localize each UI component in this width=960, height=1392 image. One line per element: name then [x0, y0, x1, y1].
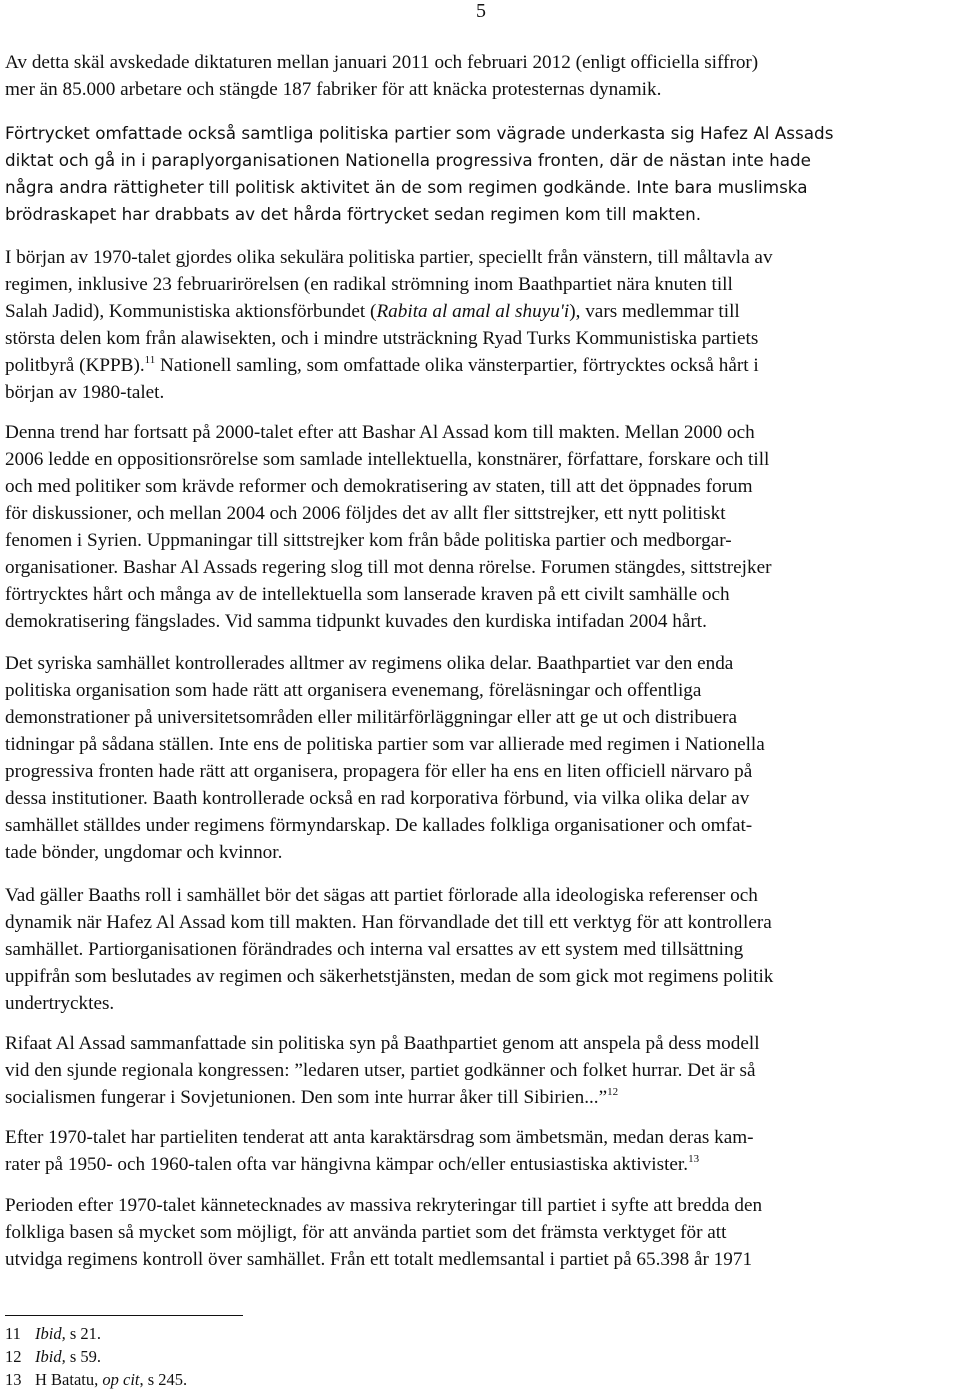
text-line: progressiva fronten hade rätt att organisera, propagera för eller ha ens en liten officiell närvaro på	[5, 761, 753, 782]
text-line: 2006 ledde en oppositionsrörelse som samlade intellektuella, konstnärer, författare, forskare och till	[5, 449, 770, 470]
text-line: demokratisering fängslades. Vid samma tidpunkt kuvades den kurdiska intifadan 2004 hårt.	[5, 611, 707, 632]
text-line: regimen, inklusive 23 februarirörelsen (en radikal strömning inom Baathpartiet nära knuten till	[5, 274, 733, 295]
paragraph	[5, 1192, 957, 1273]
text-line: diktat och gå in i paraplyorganisationen Nationella progressiva fronten, där de nästan inte hade	[5, 150, 811, 170]
text-line: Vad gäller Baaths roll i samhället bör det sägas att partiet förlorade alla ideologiska referenser och	[5, 885, 758, 906]
text-line: några andra rättigheter till politisk aktivitet än de som regimen godkände. Inte bara muslimska	[5, 177, 808, 197]
paragraph	[5, 49, 957, 103]
paragraph	[5, 419, 957, 635]
footnote-text: , s 245.	[139, 1370, 188, 1389]
text-line	[5, 1084, 957, 1111]
footnote-italic: Ibid,	[35, 1347, 66, 1366]
text-line	[5, 298, 957, 325]
italic-term: Rabita al amal al shuyu'i	[376, 301, 570, 322]
text-line: största delen kom från alawisekten, och i mindre utsträckning Ryad Turks Kommunistiska partiets	[5, 328, 759, 349]
text-line: organisationer. Bashar Al Assads regering slog till mot denna rörelse. Forumen stängdes, sittstrejker	[5, 557, 772, 578]
text-line: undertrycktes.	[5, 993, 115, 1014]
footnote-text: s 21.	[65, 1324, 102, 1343]
footnote-number: 13	[5, 1370, 22, 1389]
footnote-reference[interactable]: 11	[144, 354, 156, 366]
text-line: Rifaat Al Assad sammanfattade sin politiska syn på Baathpartiet genom att anspela på dess modell	[5, 1033, 760, 1054]
footnote-item	[5, 1322, 187, 1345]
paragraph	[5, 1124, 957, 1178]
text-line: Av detta skäl avskedade diktaturen mellan januari 2011 och februari 2012 (enligt officiella siffror)	[5, 52, 759, 73]
footnote-text: H Batatu,	[35, 1370, 103, 1389]
text-line: och med politiker som krävde reformer och demokratisering av staten, till att det öppnades forum	[5, 476, 753, 497]
footnote-item	[5, 1368, 187, 1391]
text-segment: ), vars medlemmar till	[569, 301, 740, 322]
footnote-number: 11	[5, 1324, 21, 1343]
text-line: Denna trend har fortsatt på 2000-talet efter att Bashar Al Assad kom till makten. Mellan 2000 och	[5, 422, 755, 443]
text-line: Perioden efter 1970-talet kännetecknades av massiva rekryteringar till partiet i syfte att bredda den	[5, 1195, 763, 1216]
paragraph	[5, 120, 957, 228]
text-segment: Nationell samling, som omfattade olika vänsterpartier, förtrycktes också hårt i	[155, 355, 759, 376]
text-line: för diskussioner, och mellan 2004 och 2006 följdes det av allt fler sittstrejker, ett nytt politiskt	[5, 503, 726, 524]
text-line: demonstrationer på universitetsområden eller militärförläggningar eller att ge ut och distribuera	[5, 707, 738, 728]
text-line: folkliga basen så mycket som möjligt, för att använda partiet som det främsta verktyget för att	[5, 1222, 727, 1243]
text-line: tade bönder, ungdomar och kvinnor.	[5, 842, 283, 863]
text-line: vid den sjunde regionala kongressen: ”ledaren utser, partiet godkänner och folket hurrar. Det är så	[5, 1060, 756, 1081]
paragraph	[5, 244, 957, 406]
text-line: förtrycktes hårt och många av de intellektuella som lanserade kraven på ett civilt samhälle och	[5, 584, 730, 605]
text-segment: socialismen fungerar i Sovjetunionen. Den som inte hurrar åker till Sibirien...”	[5, 1087, 608, 1108]
footnote-italic: Ibid,	[35, 1324, 66, 1343]
text-line: tidningar på sådana ställen. Inte ens de politiska partier som var allierade med regimen i Nationella	[5, 734, 765, 755]
text-line: Förtrycket omfattade också samtliga politiska partier som vägrade underkasta sig Hafez Al Assads	[5, 123, 834, 143]
text-line: början av 1980-talet.	[5, 382, 165, 403]
text-line: Det syriska samhället kontrollerades alltmer av regimens olika delar. Baathpartiet var den enda	[5, 653, 734, 674]
text-line	[5, 352, 957, 379]
text-line: dynamik när Hafez Al Assad kom till makten. Han förvandlade det till ett verktyg för att kontrollera	[5, 912, 772, 933]
text-line: Efter 1970-talet har partieliten tenderat att anta karaktärsdrag som ämbetsmän, medan deras kam-	[5, 1127, 754, 1148]
text-line: brödraskapet har drabbats av det hårda förtrycket sedan regimen kom till makten.	[5, 204, 702, 224]
paragraph	[5, 882, 957, 1017]
text-segment: rater på 1950- och 1960-talen ofta var hängivna kämpar och/eller entusiastiska aktivister.	[5, 1154, 689, 1175]
text-line	[5, 1151, 957, 1178]
page-number: 5	[476, 0, 486, 22]
text-line: politiska organisation som hade rätt att organisera evenemang, föreläsningar och offentliga	[5, 680, 702, 701]
footnote-reference[interactable]: 12	[607, 1086, 619, 1098]
text-line: utvidga regimens kontroll över samhället. Från ett totalt medlemsantal i partiet på 65.398 år 1971	[5, 1249, 753, 1270]
text-line: uppifrån som beslutades av regimen och säkerhetstjänsten, medan de som gick mot regimens politik	[5, 966, 774, 987]
footnote-number: 12	[5, 1347, 22, 1366]
paragraph	[5, 1030, 957, 1111]
paragraph	[5, 650, 957, 866]
text-line: mer än 85.000 arbetare och stängde 187 fabriker för att knäcka protesternas dynamik.	[5, 79, 662, 100]
text-line: I början av 1970-talet gjordes olika sekulära politiska partier, speciellt från vänstern, till måltavla av	[5, 247, 773, 268]
footnote-item	[5, 1345, 187, 1368]
text-segment: politbyrå (KPPB).	[5, 355, 145, 376]
text-line: dessa institutioner. Baath kontrollerade också en rad korporativa förbund, via vilka olika delar av	[5, 788, 750, 809]
text-line: fenomen i Syrien. Uppmaningar till sittstrejker kom från både politiska partier och medborgar-	[5, 530, 732, 551]
footnote-divider	[5, 1315, 243, 1316]
text-line: samhället. Partiorganisationen förändrades och interna val ersattes av ett system med tillsättning	[5, 939, 744, 960]
text-line: samhället ställdes under regimens förmyndarskap. De kallades folkliga organisationer och omfat-	[5, 815, 753, 836]
footnote-text: s 59.	[65, 1347, 102, 1366]
footnote-reference[interactable]: 13	[688, 1153, 700, 1165]
footnote-italic: op cit	[102, 1370, 140, 1389]
text-segment: Salah Jadid), Kommunistiska aktionsförbundet (	[5, 301, 377, 322]
footnotes	[5, 1322, 187, 1391]
